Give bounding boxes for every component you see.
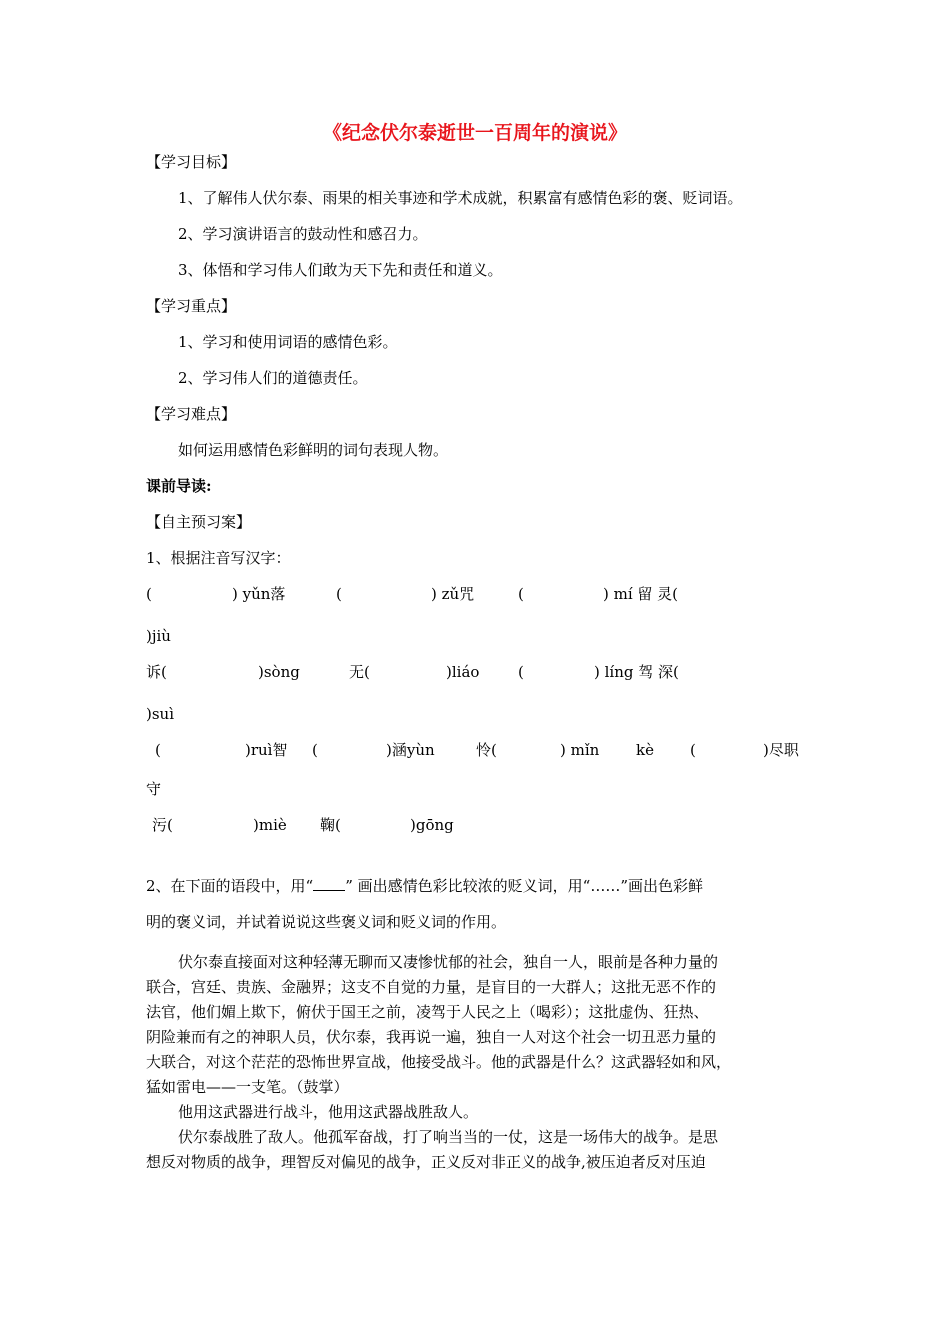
pinyin-row-3-wrap: 守 [146, 780, 162, 798]
passage-line: 阴险兼而有之的神职人员，伏尔泰，我再说一遍，独自一人对这个社会一切丑恶力量的 [146, 1028, 717, 1046]
passage-line: 法官，他们媚上欺下，俯伏于国王之前，凌驾于人民之上（喝彩）；这批虚伪、狂热、 [146, 1003, 709, 1021]
pinyin-cell: ( [518, 585, 524, 603]
q2-line-2: 明的褒义词，并试着说说这些褒义词和贬义词的作用。 [146, 913, 507, 931]
pinyin-cell: )sòng [258, 663, 300, 681]
pinyin-row-1-wrap: )jiù [146, 627, 171, 645]
difficulty-text: 如何运用感情色彩鲜明的词句表现人物。 [178, 441, 449, 459]
q2-line-1 [146, 876, 703, 896]
pinyin-cell: ) líng 驾 深( [594, 663, 679, 681]
focus-item-2: 2、学习伟人们的道德责任。 [178, 369, 368, 387]
pinyin-cell: ) zǔ咒 [431, 585, 475, 603]
pinyin-cell: ) yǔn落 [232, 585, 286, 603]
pinyin-row-1 [0, 584, 950, 604]
q2-suffix: ” 画出感情色彩比较浓的贬义词，用“……”画出色彩鲜 [345, 877, 703, 895]
pinyin-cell: ) mǐn [560, 741, 600, 759]
goal-item-3: 3、体悟和学习伟人们敢为天下先和责任和道义。 [178, 261, 503, 279]
focus-header: 【学习重点】 [146, 297, 237, 315]
pinyin-cell: 鞠( [320, 816, 341, 834]
pinyin-cell: ) mí 留 灵( [603, 585, 679, 603]
passage-line: 联合，宫廷、贵族、金融界；这支不自觉的力量，是盲目的一大群人；这批无恶不作的 [146, 978, 717, 996]
pinyin-row-2 [0, 662, 950, 682]
pinyin-cell: )ruì智 [245, 741, 288, 759]
passage-line: 他用这武器进行战斗，他用这武器战胜敌人。 [178, 1103, 479, 1121]
pinyin-cell: ( [518, 663, 524, 681]
passage-line: 大联合，对这个茫茫的恐怖世界宣战，他接受战斗。他的武器是什么？这武器轻如和风， [146, 1053, 732, 1071]
q2-prefix: 2、在下面的语段中，用“ [146, 877, 314, 895]
pinyin-row-2-wrap: )suì [146, 705, 175, 723]
pinyin-cell: 无( [349, 663, 370, 681]
pinyin-cell: )gōng [410, 816, 454, 834]
passage-line: 伏尔泰战胜了敌人。他孤军奋战，打了响当当的一仗，这是一场伟大的战争。是思 [178, 1128, 719, 1146]
underline-mark [313, 878, 345, 891]
pinyin-cell: ( [690, 741, 696, 759]
pinyin-cell: ( [336, 585, 342, 603]
passage-line: 猛如雷电——一支笔。（鼓掌） [146, 1078, 349, 1096]
goal-item-1: 1、了解伟人伏尔泰、雨果的相关事迹和学术成就，积累富有感情色彩的褒、贬词语。 [178, 189, 743, 207]
guide-heading: 课前导读: [146, 477, 212, 495]
passage-line: 伏尔泰直接面对这种轻薄无聊而又凄惨忧郁的社会，独自一人，眼前是各种力量的 [178, 953, 719, 971]
difficulty-header: 【学习难点】 [146, 405, 237, 423]
pinyin-cell: ( [155, 741, 161, 759]
pinyin-cell: ( [312, 741, 318, 759]
pinyin-cell: )miè [253, 816, 287, 834]
pinyin-cell: )涵yùn [386, 741, 435, 759]
pinyin-row-4 [0, 815, 950, 835]
pinyin-row-3 [0, 740, 950, 760]
focus-item-1: 1、学习和使用词语的感情色彩。 [178, 333, 398, 351]
pinyin-cell: 污( [152, 816, 173, 834]
goals-header: 【学习目标】 [146, 153, 237, 171]
pinyin-cell: )liáo [446, 663, 480, 681]
passage-line: 想反对物质的战争，理智反对偏见的战争，正义反对非正义的战争,被压迫者反对压迫 [146, 1153, 706, 1171]
q1-title: 1、根据注音写汉字： [146, 549, 291, 567]
preview-header: 【自主预习案】 [146, 513, 252, 531]
pinyin-cell: kè [636, 741, 654, 759]
pinyin-cell: 怜( [476, 741, 497, 759]
pinyin-cell: 诉( [146, 663, 167, 681]
pinyin-cell: ( [146, 585, 152, 603]
page-title: 《纪念伏尔泰逝世一百周年的演说》 [322, 122, 627, 144]
pinyin-cell: )尽职 [763, 741, 799, 759]
goal-item-2: 2、学习演讲语言的鼓动性和感召力。 [178, 225, 428, 243]
